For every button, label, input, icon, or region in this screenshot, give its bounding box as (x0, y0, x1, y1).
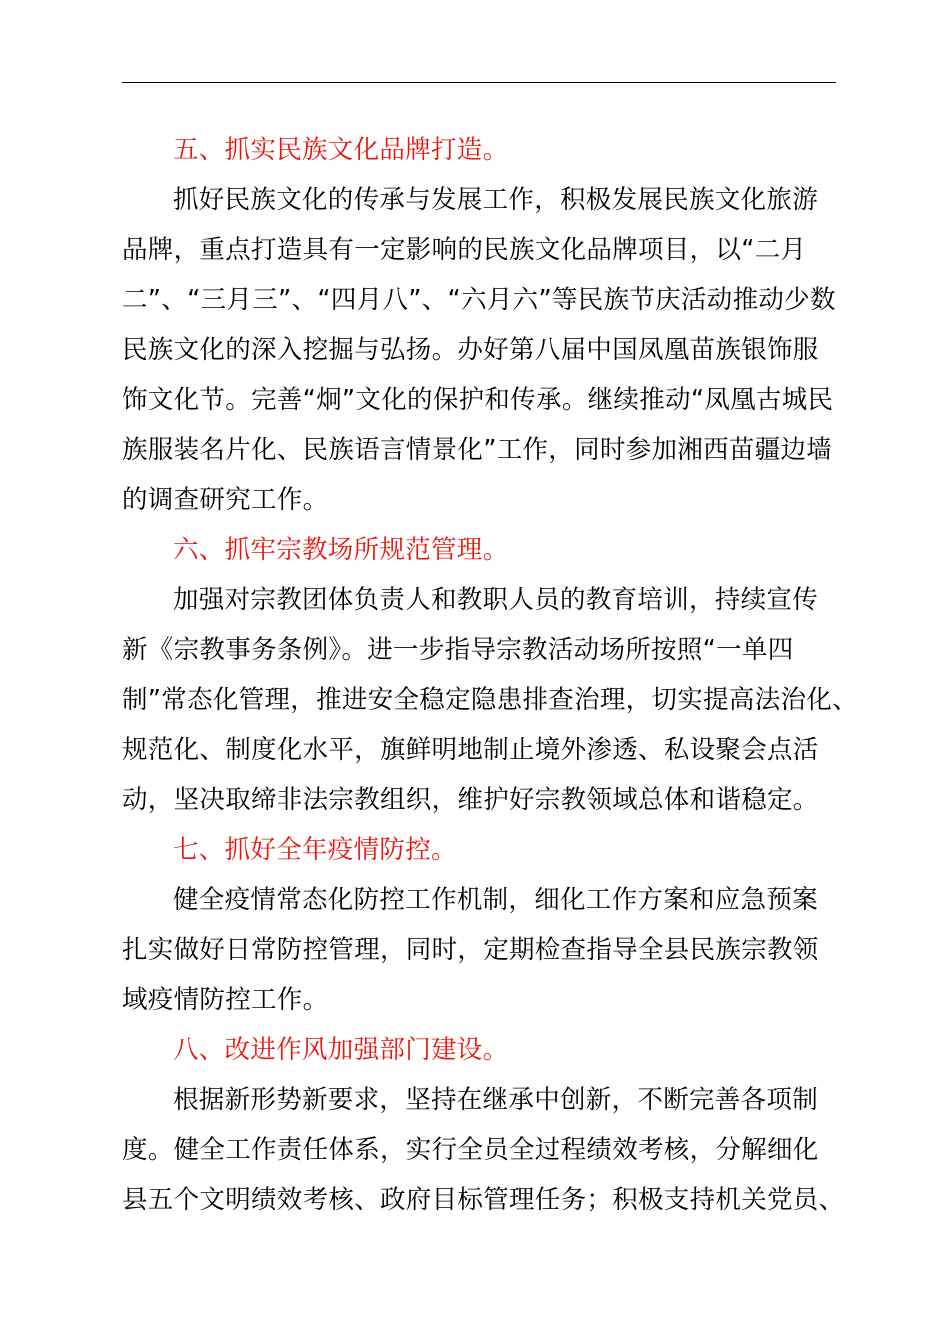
paragraph-line: 制”常态化管理，推进安全稳定隐患排查治理，切实提高法治化、 (122, 685, 858, 715)
section-heading-7: 七、抓好全年疫情防控。 (173, 835, 457, 865)
paragraph-line: 加强对宗教团体负责人和教职人员的教育培训，持续宣传 (173, 585, 819, 615)
paragraph-line: 县五个文明绩效考核、政府目标管理任务；积极支持机关党员、 (122, 1185, 845, 1215)
section-heading-5: 五、抓实民族文化品牌打造。 (173, 135, 509, 165)
paragraph-line: 度。健全工作责任体系，实行全员全过程绩效考核，分解细化 (122, 1135, 819, 1165)
paragraph-line: 域疫情防控工作。 (122, 985, 329, 1015)
section-heading-6: 六、抓牢宗教场所规范管理。 (173, 535, 509, 565)
paragraph-line: 根据新形势新要求，坚持在继承中创新，不断完善各项制 (173, 1085, 819, 1115)
header-rule (122, 82, 836, 83)
paragraph-line: 健全疫情常态化防控工作机制，细化工作方案和应急预案 (173, 885, 819, 915)
paragraph-line: 族服装名片化、民族语言情景化”工作，同时参加湘西苗疆边墙 (122, 435, 833, 465)
paragraph-line: 饰文化节。完善“炯”文化的保护和传承。继续推动“凤凰古城民 (122, 385, 834, 415)
paragraph-line: 抓好民族文化的传承与发展工作，积极发展民族文化旅游 (173, 185, 819, 215)
paragraph-line: 的调查研究工作。 (122, 485, 329, 515)
section-heading-8: 八、改进作风加强部门建设。 (173, 1035, 509, 1065)
paragraph-line: 民族文化的深入挖掘与弘扬。办好第八届中国凤凰苗族银饰服 (122, 335, 819, 365)
paragraph-line: 二”、“三月三”、“四月八”、“六月六”等民族节庆活动推动少数 (122, 285, 836, 315)
paragraph-line: 品牌，重点打造具有一定影响的民族文化品牌项目，以“二月 (122, 235, 807, 265)
paragraph-line: 规范化、制度化水平，旗鲜明地制止境外渗透、私设聚会点活 (122, 735, 819, 765)
paragraph-line: 新《宗教事务条例》。进一步指导宗教活动场所按照“一单四 (122, 635, 794, 665)
paragraph-line: 动，坚决取缔非法宗教组织，维护好宗教领域总体和谐稳定。 (122, 785, 819, 815)
paragraph-line: 扎实做好日常防控管理，同时，定期检查指导全县民族宗教领 (122, 935, 819, 965)
